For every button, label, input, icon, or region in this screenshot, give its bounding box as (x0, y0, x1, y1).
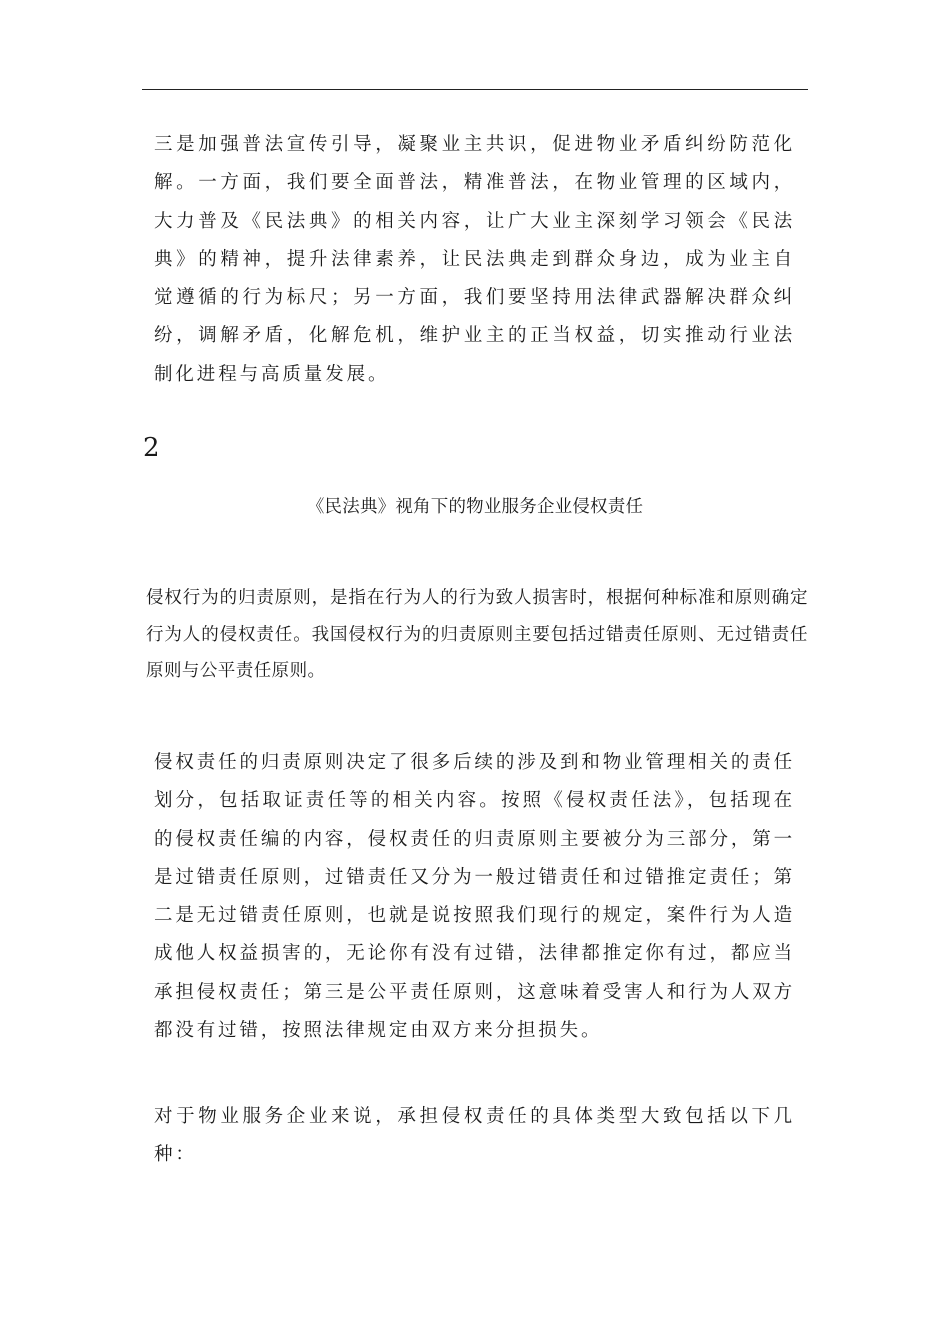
header-rule (142, 89, 808, 90)
paragraph-3: 侵权责任的归责原则决定了很多后续的涉及到和物业管理相关的责任划分，包括取证责任等的相关内容。按照《侵权责任法》，包括现在的侵权责任编的内容，侵权责任的归责原则主要被分为三部分，第一是过错责任原则，过错责任又分为一般过错责任和过错推定责任；第二是无过错责任原则，也就是说按照我们现行的规定，案件行为人造成他人权益损害的，无论你有没有过错，法律都推定你有过，都应当承担侵权责任；第三是公平责任原则，这意味着受害人和行为人双方都没有过错，按照法律规定由双方来分担损失。 (154, 752, 795, 1042)
section-title: 《民法典》视角下的物业服务企业侵权责任 (306, 497, 644, 517)
paragraph-1: 三是加强普法宣传引导，凝聚业主共识，促进物业矛盾纠纷防范化解。一方面，我们要全面普法，精准普法，在物业管理的区域内，大力普及《民法典》的相关内容，让广大业主深刻学习领会《民法典》的精神，提升法律素养，让民法典走到群众身边，成为业主自觉遵循的行为标尺；另一方面，我们要坚持用法律武器解决群众纠纷，调解矛盾，化解危机，维护业主的正当权益，切实推动行业法制化进程与高质量发展。 (154, 134, 795, 385)
paragraph-4: 对于物业服务企业来说，承担侵权责任的具体类型大致包括以下几种： (154, 1106, 795, 1166)
paragraph-2: 侵权行为的归责原则，是指在行为人的行为致人损害时，根据何种标准和原则确定行为人的侵权责任。我国侵权行为的归责原则主要包括过错责任原则、无过错责任原则与公平责任原则。 (146, 588, 808, 681)
section-number: 2 (143, 433, 160, 463)
